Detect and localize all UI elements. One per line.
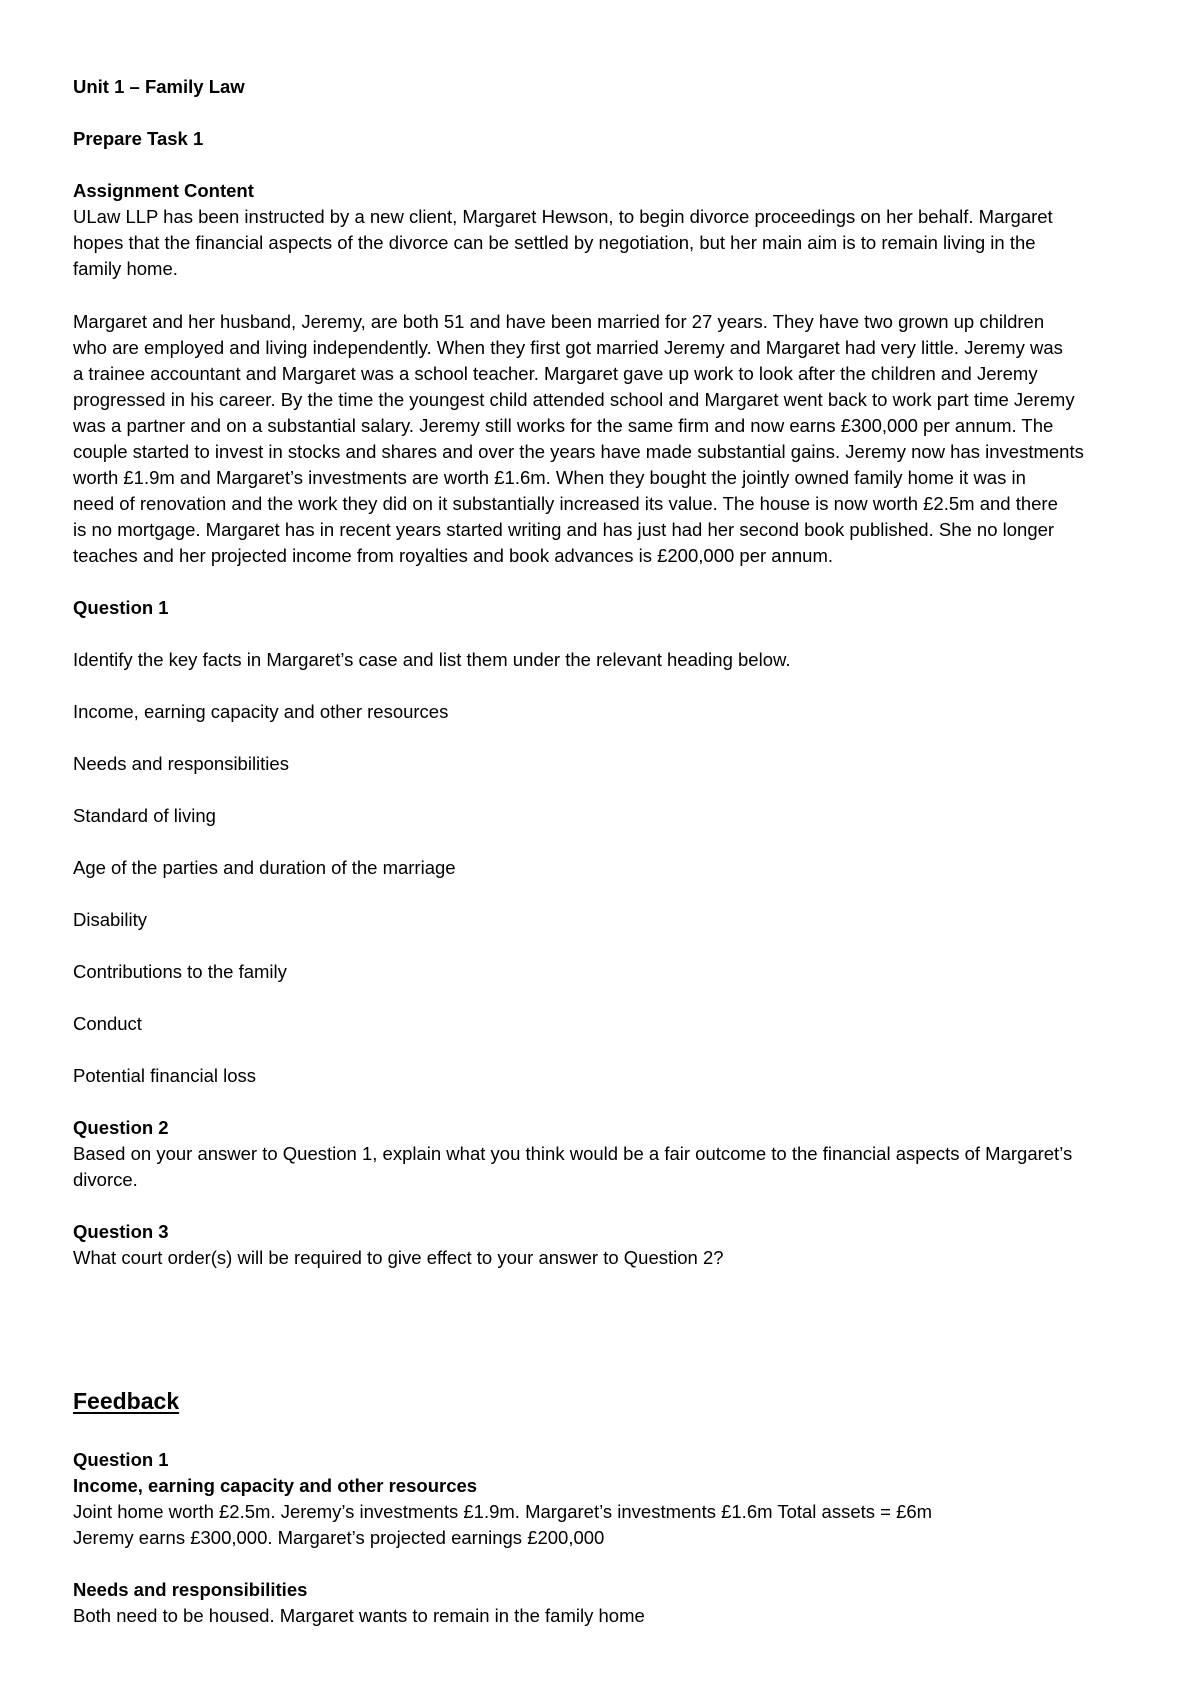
facts-line: teaches and her projected income from royalties and book advances is £200,000 per annum. [73, 545, 833, 566]
intro-line: ULaw LLP has been instructed by a new client, Margaret Hewson, to begin divorce proceedings on her behalf. Margaret [73, 206, 1053, 227]
question-1-item: Income, earning capacity and other resources [73, 701, 449, 722]
feedback-needs-text: Both need to be housed. Margaret wants to remain in the family home [73, 1605, 645, 1626]
facts-line: couple started to invest in stocks and shares and over the years have made substantial gains. Jeremy now has investments [73, 441, 1084, 462]
question-3-heading: Question 3 [73, 1221, 169, 1242]
task-title: Prepare Task 1 [73, 128, 204, 149]
question-1-item: Needs and responsibilities [73, 753, 289, 774]
feedback-income-line: Joint home worth £2.5m. Jeremy’s investments £1.9m. Margaret’s investments £1.6m Total assets = £6m [73, 1501, 933, 1522]
facts-line: Margaret and her husband, Jeremy, are both 51 and have been married for 27 years. They have two grown up children [73, 311, 1045, 332]
feedback-question-heading: Question 1 [73, 1449, 169, 1470]
question-2-heading: Question 2 [73, 1117, 169, 1138]
feedback-income-heading: Income, earning capacity and other resources [73, 1475, 478, 1496]
question-1-item: Potential financial loss [73, 1065, 257, 1086]
intro-line: hopes that the financial aspects of the divorce can be settled by negotiation, but her main aim is to remain living in the [73, 232, 1036, 253]
question-1-item: Conduct [73, 1013, 142, 1034]
intro-line: family home. [73, 258, 178, 279]
question-1-item: Contributions to the family [73, 961, 287, 982]
facts-line: who are employed and living independently. When they first got married Jeremy and Margaret had very little. Jeremy was [73, 337, 1063, 358]
unit-title: Unit 1 – Family Law [73, 76, 245, 97]
question-1-item: Disability [73, 909, 148, 930]
question-2-line: Based on your answer to Question 1, explain what you think would be a fair outcome to the financial aspects of Margaret’s [73, 1143, 1073, 1164]
facts-line: worth £1.9m and Margaret’s investments are worth £1.6m. When they bought the jointly owned family home it was in [73, 467, 1026, 488]
question-1-item: Standard of living [73, 805, 216, 826]
facts-line: is no mortgage. Margaret has in recent years started writing and has just had her second book published. She no longer [73, 519, 1055, 540]
question-1-heading: Question 1 [73, 597, 169, 618]
question-1-item: Age of the parties and duration of the marriage [73, 857, 456, 878]
question-2-line: divorce. [73, 1169, 138, 1190]
feedback-title: Feedback [73, 1388, 180, 1414]
facts-line: was a partner and on a substantial salary. Jeremy still works for the same firm and now earns £300,000 per annum. The [73, 415, 1054, 436]
question-3-text: What court order(s) will be required to give effect to your answer to Question 2? [73, 1247, 724, 1268]
question-1-prompt: Identify the key facts in Margaret’s case and list them under the relevant heading below. [73, 649, 791, 670]
feedback-income-line: Jeremy earns £300,000. Margaret’s projected earnings £200,000 [73, 1527, 605, 1548]
facts-line: need of renovation and the work they did on it substantially increased its value. The house is now worth £2.5m and there [73, 493, 1058, 514]
facts-line: a trainee accountant and Margaret was a school teacher. Margaret gave up work to look after the children and Jeremy [73, 363, 1038, 384]
assignment-heading: Assignment Content [73, 180, 254, 201]
facts-line: progressed in his career. By the time the youngest child attended school and Margaret went back to work part time Jeremy [73, 389, 1075, 410]
feedback-needs-heading: Needs and responsibilities [73, 1579, 308, 1600]
